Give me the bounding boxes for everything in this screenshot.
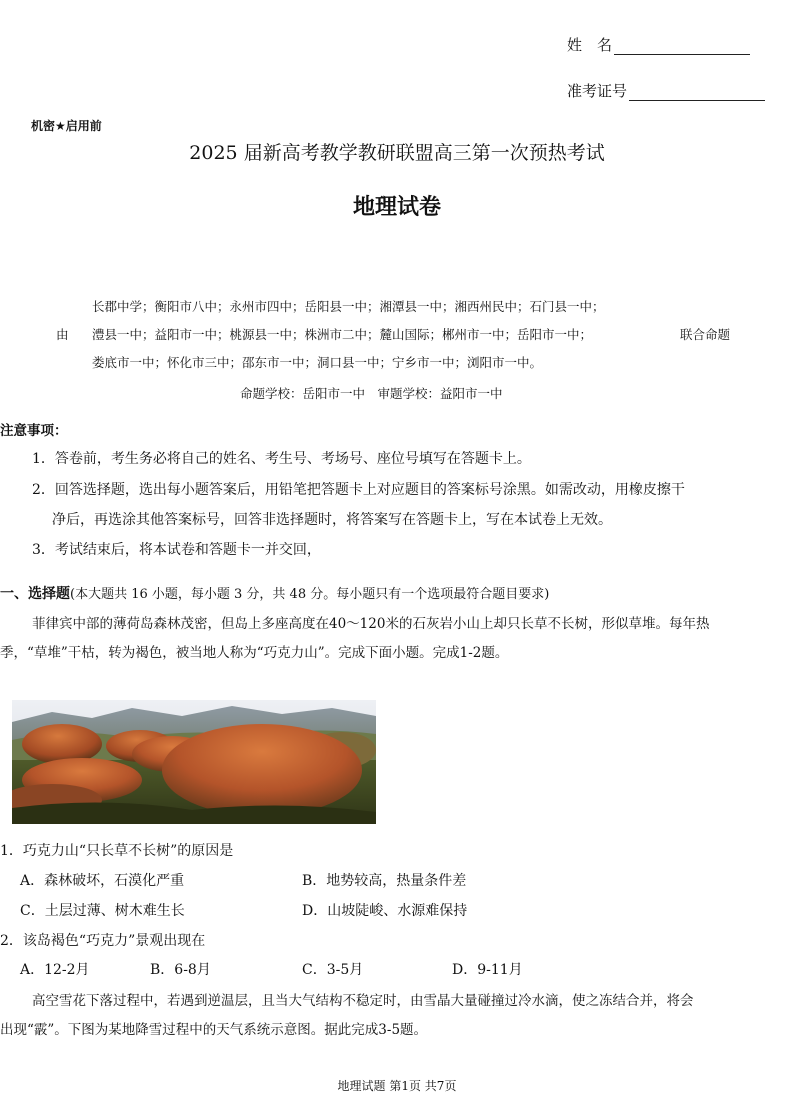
passage-1-line-1: 菲律宾中部的薄荷岛森林茂密，但岛上多座高度在40～120米的石灰岩小山上却只长草不长树，形似草堆。每年热 <box>32 616 710 632</box>
subject-title: 地理试卷 <box>352 195 441 220</box>
schools-suffix: 联合命题 <box>680 327 731 342</box>
exam-title: 2025 届新高考教学教研联盟高三第一次预热考试 <box>189 142 605 164</box>
name-field <box>567 34 750 55</box>
question-2-option-c[interactable]: C．3-5月 <box>302 962 364 978</box>
question-1-option-b[interactable]: B．地势较高，热量条件差 <box>302 873 467 889</box>
question-2-stem: 2．该岛褐色“巧克力”景观出现在 <box>0 933 206 949</box>
passage-2-line-2: 出现“霰”。下图为某地降雪过程中的天气系统示意图。据此完成3-5题。 <box>0 1022 428 1038</box>
notice-item-3: 3．考试结束后，将本试卷和答题卡一并交回， <box>32 542 321 558</box>
name-blank-line <box>614 40 750 55</box>
id-field <box>567 80 765 101</box>
section-1-title: 一、选择题 <box>0 586 70 602</box>
question-2-option-d[interactable]: D．9-11月 <box>452 962 523 978</box>
question-1-option-d[interactable]: D．山坡陡峻、水源难保持 <box>302 903 468 919</box>
schools-line-3: 娄底市一中；怀化市三中；邵东市一中；洞口县一中；宁乡市一中；浏阳市一中。 <box>92 355 543 370</box>
passage-1-line-2: 季，“草堆”干枯，转为褐色，被当地人称为“巧克力山”。完成下面小题。完成1-2题。 <box>0 645 509 661</box>
notice-item-1: 1．答卷前，考生务必将自己的姓名、考生号、考场号、座位号填写在答题卡上。 <box>32 451 531 467</box>
question-2-option-b[interactable]: B．6-8月 <box>150 962 211 978</box>
page-footer: 地理试题 第1页 共7页 <box>337 1079 457 1093</box>
name-label: 姓 名 <box>567 36 613 54</box>
section-1-header <box>0 583 549 603</box>
schools-line-2: 澧县一中；益阳市一中；桃源县一中；株洲市二中；麓山国际；郴州市一中；岳阳市一中； <box>92 327 593 342</box>
notice-item-2b: 净后，再选涂其他答案标号，回答非选择题时，将答案写在答题卡上，写在本试卷上无效。 <box>52 512 612 528</box>
chocolate-hills-photo <box>12 700 376 824</box>
schools-line-1: 长郡中学；衡阳市八中；永州市四中；岳阳县一中；湘潭县一中；湘西州民中；石门县一中； <box>92 299 605 314</box>
notice-heading: 注意事项： <box>0 423 68 439</box>
id-blank-line <box>629 86 765 101</box>
question-1-stem: 1．巧克力山“只长草不长树”的原因是 <box>0 843 234 859</box>
notice-item-2a: 2．回答选择题，选出每小题答案后，用铅笔把答题卡上对应题目的答案标号涂黑。如需改动，用橡皮擦干 <box>32 482 685 498</box>
question-1-option-a[interactable]: A．森林破坏，石漠化严重 <box>20 873 185 889</box>
setter-schools: 命题学校：岳阳市一中 审题学校：益阳市一中 <box>240 386 503 401</box>
question-2-option-a[interactable]: A．12-2月 <box>20 962 90 978</box>
question-1-option-c[interactable]: C．土层过薄、树木难生长 <box>20 903 185 919</box>
secret-label: 机密★启用前 <box>31 119 102 133</box>
section-1-desc: (本大题共 16 小题，每小题 3 分，共 48 分。每小题只有一个选项最符合题目要求) <box>70 587 550 602</box>
passage-2-line-1: 高空雪花下落过程中，若遇到逆温层，且当大气结构不稳定时，由雪晶大量碰撞过冷水滴，使之冻结合并，将会 <box>32 993 694 1009</box>
schools-prefix: 由 <box>56 327 69 342</box>
id-label: 准考证号 <box>567 82 628 100</box>
